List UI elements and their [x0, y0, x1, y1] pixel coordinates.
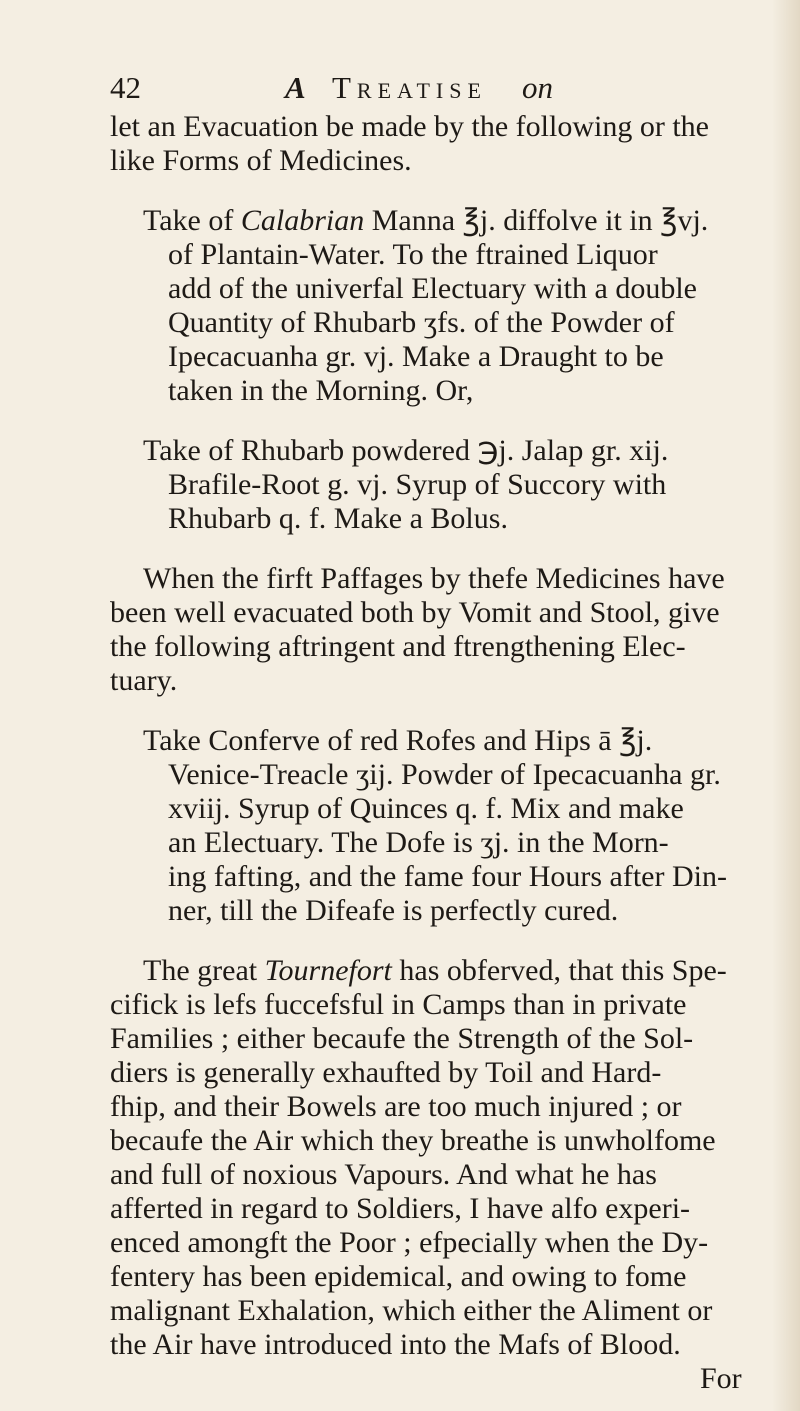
running-header	[110, 66, 710, 110]
paragraph-line: diers is generally exhaufted by Toil and Hard-	[110, 1056, 662, 1089]
recipe-line: Rhubarb q. f. Make a Bolus.	[168, 502, 508, 535]
recipe-line: ner, till the Difeafe is perfectly cured.	[168, 894, 619, 927]
paragraph-line: the following aftringent and ftrengthening Elec-	[110, 630, 686, 663]
recipe-line: Take of Rhubarb powdered ℈j. Jalap gr. xij.	[143, 434, 669, 467]
paragraph-text-italic: Tournefort	[264, 954, 392, 987]
paragraph-line: fhip, and their Bowels are too much injured ; or	[110, 1090, 682, 1123]
paragraph-text: has obferved, that this Spe-	[391, 954, 727, 987]
text-line: let an Evacuation be made by the following or the	[110, 110, 709, 143]
recipe-text-italic: Calabrian	[240, 204, 365, 237]
paragraph-line: cifick is lefs fuccefsful in Camps than in private	[110, 988, 687, 1021]
paragraph-line: becaufe the Air which they breathe is unwholfome	[110, 1124, 716, 1157]
recipe-line: Take Conferve of red Rofes and Hips ā ℥j.	[143, 724, 653, 757]
recipe-line: add of the univerfal Electuary with a double	[168, 272, 697, 305]
header-title: Treatise	[332, 70, 487, 105]
paragraph-line: and full of noxious Vapours. And what he has	[110, 1158, 657, 1191]
recipe-line: Brafile-Root g. vj. Syrup of Succory with	[168, 468, 667, 501]
recipe-line: of Plantain-Water. To the ftrained Liquor	[168, 238, 658, 271]
paragraph-line: enced amongft the Poor ; efpecially when the Dy-	[110, 1226, 709, 1259]
paragraph-line: afferted in regard to Soldiers, I have alfo experi-	[110, 1192, 691, 1225]
paragraph-line: been well evacuated both by Vomit and Stool, give	[110, 596, 720, 629]
recipe-line: an Electuary. The Dofe is ʒj. in the Morn-	[168, 826, 669, 859]
header-article: A	[285, 70, 306, 105]
recipe-text: Manna ℥j. diffolve it in ℥vj.	[364, 204, 709, 237]
recipe-line	[0, 204, 800, 238]
paragraph-line: fentery has been epidemical, and owing to fome	[110, 1260, 687, 1293]
paragraph-line	[0, 954, 800, 988]
recipe-line: ing fafting, and the fame four Hours after Din-	[168, 860, 727, 893]
paragraph-line: When the firft Paffages by thefe Medicines have	[143, 562, 725, 595]
recipe-line: xviij. Syrup of Quinces q. f. Mix and make	[168, 792, 684, 825]
recipe-line: Quantity of Rhubarb ʒfs. of the Powder of	[168, 306, 675, 339]
paragraph-line: malignant Exhalation, which either the Aliment or	[110, 1294, 713, 1327]
recipe-line: Venice-Treacle ʒij. Powder of Ipecacuanha gr.	[168, 758, 721, 791]
recipe-line: Ipecacuanha gr. vj. Make a Draught to be	[168, 340, 664, 373]
paragraph-line: the Air have introduced into the Mafs of Blood.	[110, 1328, 681, 1361]
paragraph-text: The great	[143, 954, 265, 987]
text-line: like Forms of Medicines.	[110, 144, 412, 177]
header-on: on	[522, 70, 553, 105]
catchword: For	[700, 1362, 742, 1395]
recipe-text: Take of	[143, 204, 241, 237]
paragraph-line: tuary.	[110, 664, 178, 697]
paragraph-line: Families ; either becaufe the Strength of the Sol-	[110, 1022, 694, 1055]
page-number: 42	[110, 70, 141, 105]
recipe-line: taken in the Morning. Or,	[168, 374, 474, 407]
